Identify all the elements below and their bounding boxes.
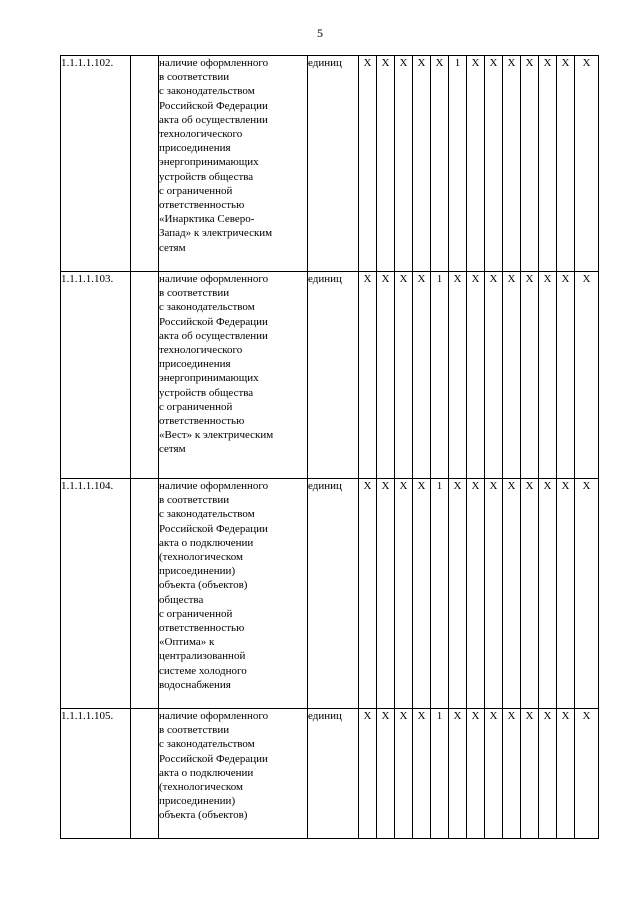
value-cell: Х — [377, 479, 395, 709]
value-cell: Х — [377, 272, 395, 479]
value-cell: Х — [539, 272, 557, 479]
description-line: акта об осуществлении — [159, 113, 268, 126]
description-line: технологического — [159, 128, 243, 141]
value-cell: Х — [575, 272, 599, 479]
value-cell: Х — [575, 479, 599, 709]
description-cell — [159, 479, 308, 709]
value-cell: Х — [557, 56, 575, 272]
value-cell: Х — [503, 272, 521, 479]
value-cell: Х — [449, 479, 467, 709]
indicator-table — [60, 55, 599, 839]
description-line: Запад» к электрическим — [159, 227, 273, 240]
value-cell: Х — [377, 56, 395, 272]
value-cell: Х — [467, 56, 485, 272]
table-row — [61, 709, 599, 839]
description-line: устройств общества — [159, 386, 254, 399]
description-line: акта о подключении — [159, 536, 254, 549]
description-line: в соответствии — [159, 287, 230, 300]
value-cell: 1 — [431, 709, 449, 839]
value-cell: Х — [359, 709, 377, 839]
description-line: наличие оформленного — [159, 480, 269, 492]
description-line: устройств общества — [159, 170, 254, 183]
description-line: наличие оформленного — [159, 57, 269, 69]
description-line: с законодательством — [159, 738, 255, 751]
description-line: с ограниченной — [159, 607, 233, 620]
unit-cell: единиц — [308, 56, 359, 272]
value-cell: Х — [359, 479, 377, 709]
description-line: Российской Федерации — [159, 99, 268, 112]
description-line: в соответствии — [159, 494, 230, 507]
description-line: с ограниченной — [159, 184, 233, 197]
value-cell: Х — [449, 272, 467, 479]
description-line: (технологическом — [159, 551, 243, 564]
empty-cell — [131, 272, 159, 479]
value-cell: Х — [575, 709, 599, 839]
value-cell: Х — [413, 56, 431, 272]
value-cell: Х — [377, 709, 395, 839]
description-line: централизованной — [159, 650, 246, 663]
value-cell: Х — [395, 709, 413, 839]
description-cell — [159, 709, 308, 839]
unit-cell: единиц — [308, 272, 359, 479]
value-cell: Х — [359, 56, 377, 272]
description-line: акта об осуществлении — [159, 329, 268, 342]
value-cell: Х — [557, 272, 575, 479]
value-cell: Х — [467, 479, 485, 709]
value-cell: Х — [467, 709, 485, 839]
page-number: 5 — [317, 26, 323, 40]
value-cell: Х — [521, 479, 539, 709]
unit-cell: единиц — [308, 709, 359, 839]
value-cell: Х — [557, 709, 575, 839]
description-line: присоединении) — [159, 795, 236, 808]
value-cell: Х — [521, 709, 539, 839]
description-line: с законодательством — [159, 508, 255, 521]
description-line: «Инарктика Северо- — [159, 213, 255, 226]
value-cell: Х — [503, 56, 521, 272]
description-line: с законодательством — [159, 85, 255, 98]
row-number-cell: 1.1.1.1.103. — [61, 272, 131, 479]
row-number-cell: 1.1.1.1.104. — [61, 479, 131, 709]
description-line: акта о подключении — [159, 766, 254, 779]
value-cell: Х — [485, 56, 503, 272]
value-cell: Х — [557, 479, 575, 709]
description-line: системе холодного — [159, 664, 247, 677]
value-cell: Х — [413, 272, 431, 479]
value-cell: Х — [395, 56, 413, 272]
description-line: наличие оформленного — [159, 710, 269, 722]
value-cell: Х — [485, 479, 503, 709]
value-cell: Х — [503, 479, 521, 709]
description-line: энергопринимающих — [159, 372, 259, 385]
description-line: в соответствии — [159, 724, 230, 737]
description-line: присоединении) — [159, 565, 236, 578]
table-row — [61, 272, 599, 479]
description-cell — [159, 272, 308, 479]
description-cell — [159, 56, 308, 272]
value-cell: Х — [521, 56, 539, 272]
description-line: с ограниченной — [159, 400, 233, 413]
description-line: присоединения — [159, 142, 231, 155]
description-line: Российской Федерации — [159, 522, 268, 535]
description-line: энергопринимающих — [159, 156, 259, 169]
value-cell: Х — [413, 709, 431, 839]
description-line: объекта (объектов) — [159, 579, 248, 592]
description-line: объекта (объектов) — [159, 809, 248, 822]
value-cell: 1 — [431, 272, 449, 479]
description-line: водоснабжения — [159, 678, 231, 691]
value-cell: Х — [485, 272, 503, 479]
value-cell: Х — [503, 709, 521, 839]
value-cell: Х — [449, 709, 467, 839]
description-line: Российской Федерации — [159, 315, 268, 328]
row-number-cell: 1.1.1.1.105. — [61, 709, 131, 839]
description-line: с законодательством — [159, 301, 255, 314]
value-cell: 1 — [431, 479, 449, 709]
empty-cell — [131, 479, 159, 709]
description-line: ответственностью — [159, 199, 245, 212]
value-cell: Х — [485, 709, 503, 839]
value-cell: Х — [539, 709, 557, 839]
row-number-cell: 1.1.1.1.102. — [61, 56, 131, 272]
value-cell: Х — [575, 56, 599, 272]
description-line: сетям — [159, 443, 186, 456]
description-line: сетям — [159, 241, 186, 254]
description-line: Российской Федерации — [159, 752, 268, 765]
value-cell: 1 — [449, 56, 467, 272]
value-cell: Х — [539, 479, 557, 709]
description-line: в соответствии — [159, 71, 230, 84]
value-cell: Х — [395, 272, 413, 479]
table-row — [61, 56, 599, 272]
description-line: ответственностью — [159, 622, 245, 635]
value-cell: Х — [359, 272, 377, 479]
empty-cell — [131, 709, 159, 839]
value-cell: Х — [395, 479, 413, 709]
value-cell: Х — [539, 56, 557, 272]
table-row — [61, 479, 599, 709]
description-line: «Оптима» к — [159, 636, 215, 649]
description-line: присоединения — [159, 358, 231, 371]
unit-cell: единиц — [308, 479, 359, 709]
value-cell: Х — [521, 272, 539, 479]
description-line: (технологическом — [159, 781, 243, 794]
value-cell: Х — [413, 479, 431, 709]
description-line: ответственностью — [159, 415, 245, 428]
description-line: «Вест» к электрическим — [159, 429, 274, 442]
value-cell: Х — [431, 56, 449, 272]
description-line: наличие оформленного — [159, 273, 269, 285]
description-line: технологического — [159, 344, 243, 357]
empty-cell — [131, 56, 159, 272]
description-line: общества — [159, 593, 204, 606]
value-cell: Х — [467, 272, 485, 479]
